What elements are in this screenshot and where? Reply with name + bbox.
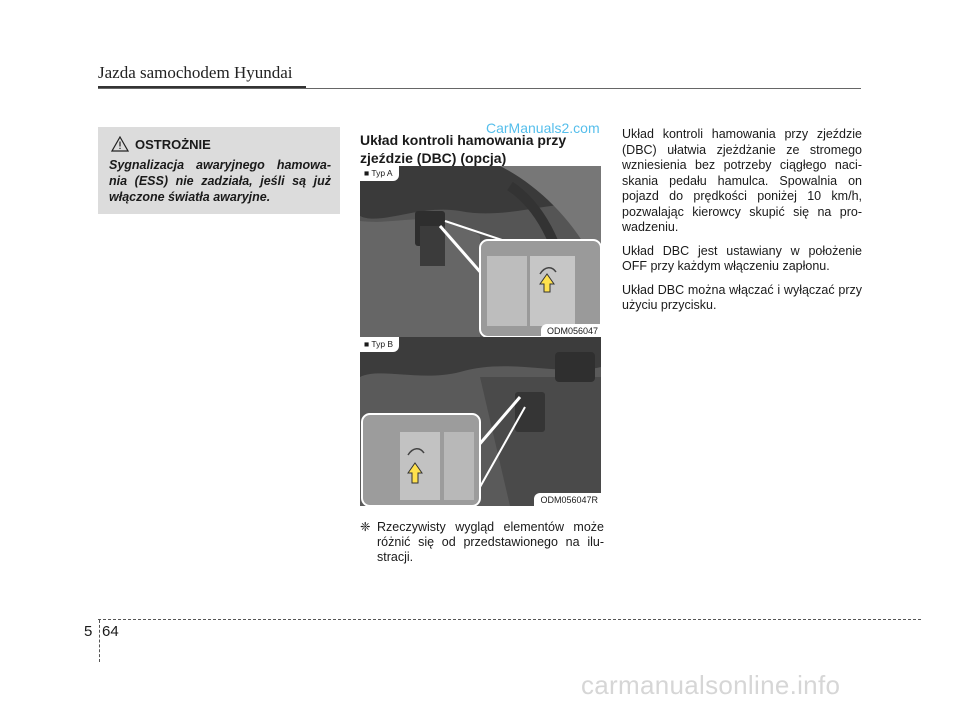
- note-text: Rzeczywisty wygląd elementów może różnić się od przedstawionego na ilu-stracji.: [377, 520, 604, 564]
- warning-text: Sygnalizacja awaryjnego hamowa-nia (ESS) nie zadziała, jeśli są już włączone światła awaryjne.: [109, 158, 331, 204]
- figure-b-code: ODM056047R: [534, 493, 601, 506]
- footer-rule: [98, 619, 921, 620]
- watermark: CarManuals2.com: [486, 120, 600, 136]
- illustration-note: [360, 520, 604, 565]
- note-symbol: ❈: [360, 520, 371, 534]
- page-number: 64: [102, 623, 119, 640]
- figure-a-label: ■ Typ A: [360, 166, 399, 181]
- section-number: 5: [84, 623, 93, 640]
- section-title: Układ kontroli hamowania przy zjeździe (DBC) (opcja): [360, 132, 567, 166]
- dashboard-illustration-b: [360, 337, 601, 506]
- body-paragraph-3: Układ DBC można włączać i wyłączać przy użyciu przycisku.: [622, 282, 862, 312]
- figure-type-a: [360, 166, 601, 337]
- header-title: Jazda samochodem Hyundai: [98, 63, 293, 82]
- warning-box: [98, 127, 340, 214]
- figure-type-b: [360, 337, 601, 506]
- warning-triangle-icon: [111, 136, 129, 152]
- header-rule-thin: [98, 88, 861, 89]
- body-text: [622, 127, 862, 322]
- dashboard-illustration-a: [360, 166, 601, 337]
- page-number-divider: [99, 620, 100, 662]
- warning-heading: OSTROŻNIE: [135, 136, 211, 152]
- figure-b-label: ■ Typ B: [360, 337, 399, 352]
- warning-heading-row: [111, 136, 211, 152]
- body-paragraph-2: Układ DBC jest ustawiany w położenie OFF przy każdym włączeniu zapłonu.: [622, 243, 862, 273]
- site-watermark: carmanualsonline.info: [581, 670, 841, 700]
- figure-a-code: ODM056047: [541, 324, 601, 337]
- body-paragraph-1: Układ kontroli hamowania przy zjeździe (DBC) ułatwia zjeżdżanie ze stromego wzniesienia bez potrzeby ciągłego naci-skania pedału hamulca. Spowalnia on pojazd do prędkości poniżej 10 km/h, pozwalając kierowcy skupić się na pro-wadzeniu.: [622, 127, 862, 234]
